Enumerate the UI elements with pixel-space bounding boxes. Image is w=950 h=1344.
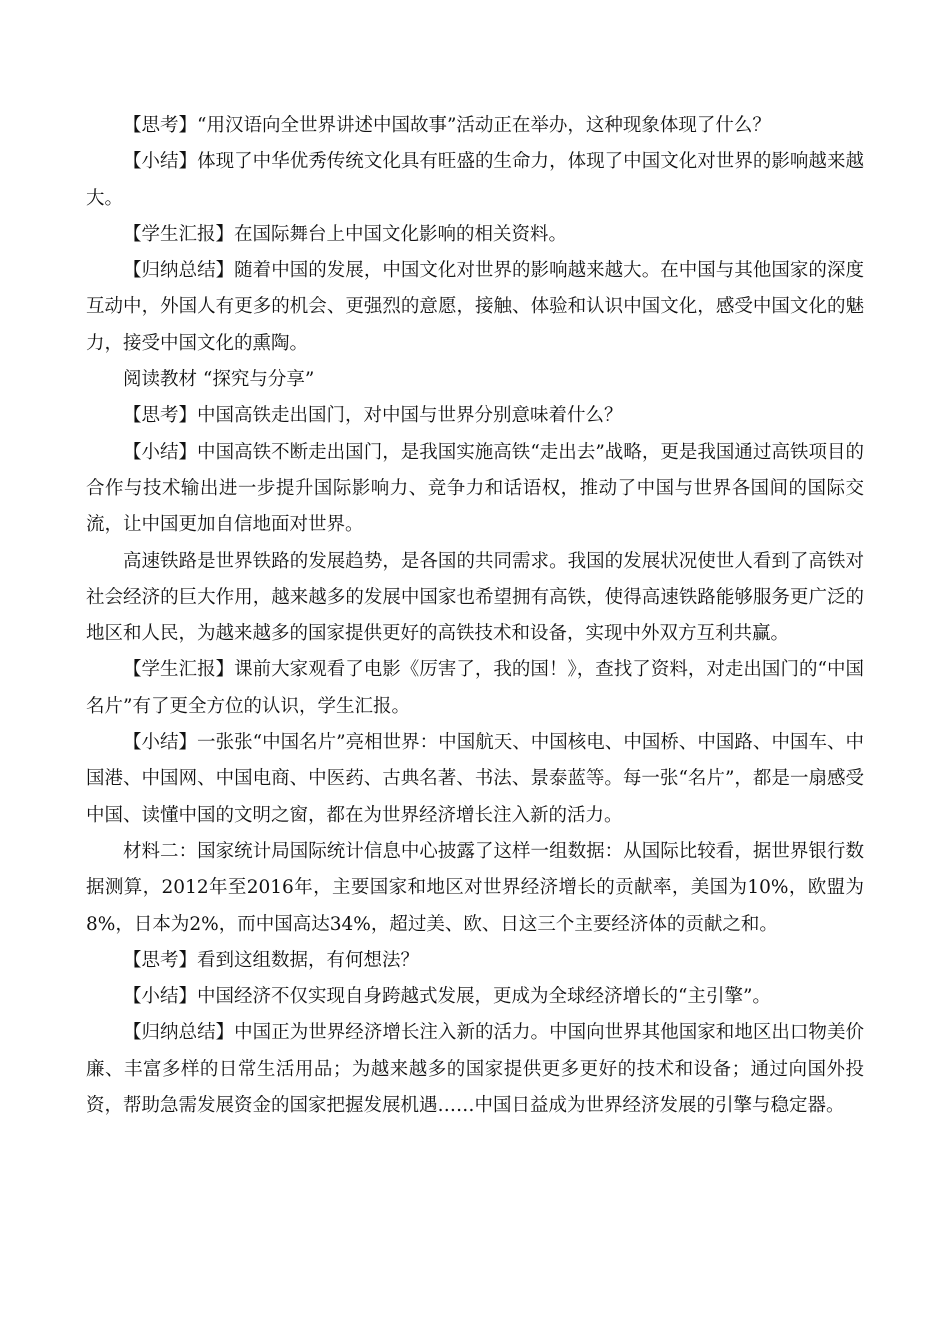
paragraph-student-report-1: 【学生汇报】在国际舞台上中国文化影响的相关资料。 [123, 223, 568, 245]
paragraph-think-2: 【思考】中国高铁走出国门，对中国与世界分别意味着什么？ [123, 405, 623, 427]
paragraph-conclusion-1: 【归纳总结】随着中国的发展，中国文化对世界的影响越来越大。在中国与其他国家的深度互动中，外国人有更多的机会、更强烈的意愿，接触、体验和认识中国文化，感受中国文化的魅力，接受中国文化的熏陶。 [86, 260, 864, 354]
paragraph-high-speed-rail: 高速铁路是世界铁路的发展趋势，是各国的共同需求。我国的发展状况使世人看到了高铁对社会经济的巨大作用，越来越多的发展中国家也希望拥有高铁，使得高速铁路能够服务更广泛的地区和人民，为越来越多的国家提供更好的高铁技术和设备，实现中外双方互利共赢。 [86, 550, 864, 645]
paragraph-summary-1: 【小结】体现了中华优秀传统文化具有旺盛的生命力，体现了中国文化对世界的影响越来越大。 [86, 151, 864, 209]
paragraph-read-textbook: 阅读教材 “探究与分享” [123, 369, 315, 391]
paragraph-summary-4: 【小结】中国经济不仅实现自身跨越式发展，更成为全球经济增长的“主引擎”。 [123, 986, 771, 1008]
document-body [86, 108, 864, 1124]
paragraph-material-2: 材料二：国家统计局国际统计信息中心披露了这样一组数据：从国际比较看，据世界银行数据测算，2012年至2016年，主要国家和地区对世界经济增长的贡献率，美国为10%，欧盟为8%，日本为2%，而中国高达34%，超过美、欧、日这三个主要经济体的贡献之和。 [86, 840, 864, 935]
paragraph-think-1: 【思考】“用汉语向全世界讲述中国故事”活动正在举办，这种现象体现了什么？ [123, 115, 771, 136]
paragraph-summary-3: 【小结】一张张“中国名片”亮相世界：中国航天、中国核电、中国桥、中国路、中国车、中国港、中国网、中国电商、中医药、古典名著、书法、景泰蓝等。每一张“名片”，都是一扇感受中国、读懂中国的文明之窗，都在为世界经济增长注入新的活力。 [86, 732, 864, 826]
paragraph-conclusion-2: 【归纳总结】中国正为世界经济增长注入新的活力。中国向世界其他国家和地区出口物美价廉、丰富多样的日常生活用品；为越来越多的国家提供更多更好的技术和设备；通过向国外投资，帮助急需发展资金的国家把握发展机遇……中国日益成为世界经济发展的引擎与稳定器。 [86, 1022, 864, 1117]
paragraph-summary-2: 【小结】中国高铁不断走出国门，是我国实施高铁“走出去”战略，更是我国通过高铁项目的合作与技术输出进一步提升国际影响力、竞争力和话语权，推动了中国与世界各国间的国际交流，让中国更加自信地面对世界。 [86, 441, 864, 536]
paragraph-think-3: 【思考】看到这组数据，有何想法？ [123, 949, 420, 971]
paragraph-student-report-2: 【学生汇报】课前大家观看了电影《厉害了，我的国！》，查找了资料，对走出国门的“中国名片”有了更全方位的认识，学生汇报。 [86, 659, 864, 717]
